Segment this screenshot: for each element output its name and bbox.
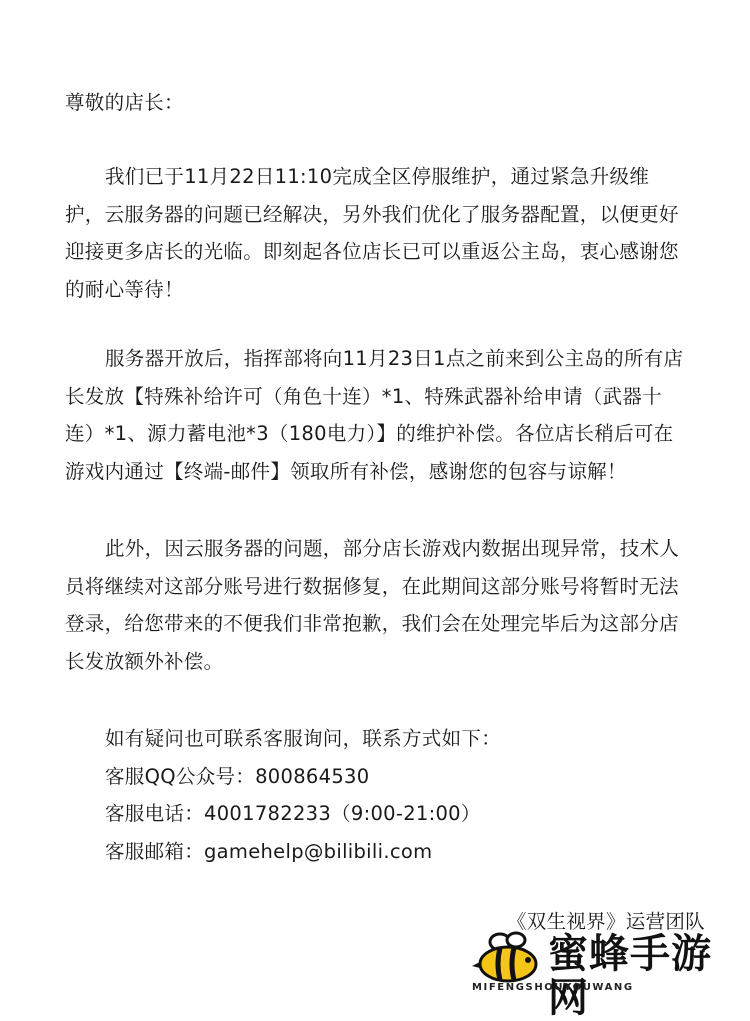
watermark-subtitle: MIFENGSHOUYOUWANG xyxy=(472,982,634,993)
greeting: 尊敬的店长： xyxy=(65,91,184,114)
paragraph-data-repair: 此外，因云服务器的问题，部分店长游戏内数据出现异常，技术人员将继续对这部分账号进行数据修复，在此期间这部分账号将暂时无法登录，给您带来的不便我们非常抱歉，我们会在处理完毕后为这部分店长发放额外补偿。 xyxy=(65,537,680,673)
contact-phone: 客服电话：4001782233（9:00-21:00） xyxy=(105,802,481,825)
contact-section xyxy=(65,720,685,870)
watermark-title: 蜜蜂手游网 xyxy=(548,931,712,1021)
contact-intro: 如有疑问也可联系客服询问，联系方式如下： xyxy=(105,727,502,750)
contact-email: 客服邮箱：gamehelp@bilibili.com xyxy=(105,839,433,863)
paragraph-maintenance-complete: 我们已于11月22日11:10完成全区停服维护，通过紧急升级维护，云服务器的问题已经解决，另外我们优化了服务器配置，以便更好迎接更多店长的光临。即刻起各位店长已可以重返公主岛，衷心感谢您的耐心等待！ xyxy=(65,165,679,301)
bee-icon xyxy=(470,928,548,984)
paragraph-compensation: 服务器开放后，指挥部将向11月23日1点之前来到公主岛的所有店长发放【特殊补给许可（角色十连）*1、特殊武器补给申请（武器十连）*1、源力蓄电池*3（180电力）】的维护补偿。各位店长稍后可在游戏内通过【终端-邮件】领取所有补偿，感谢您的包容与谅解！ xyxy=(65,347,684,483)
signature: 《双生视界》运营团队 xyxy=(506,910,705,933)
contact-qq: 客服QQ公众号：800864530 xyxy=(105,764,370,788)
site-watermark xyxy=(470,928,745,1021)
